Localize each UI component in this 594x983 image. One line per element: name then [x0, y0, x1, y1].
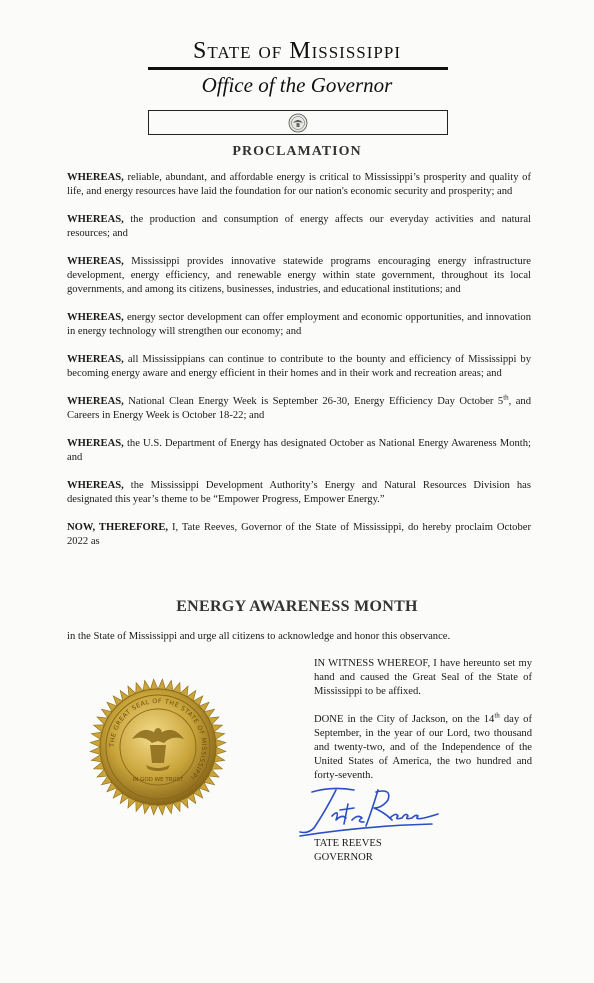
- whereas-paragraph: WHEREAS, Mississippi provides innovative statewide programs encouraging energy infrastructure development, energy efficiency, and renewable energy within state government, throughout its local governments, and among its citizens, businesses, industries, and educational institutions; and: [67, 256, 531, 295]
- seal-box: [148, 110, 448, 135]
- governor-title: GOVERNOR: [314, 852, 373, 863]
- seal-ring-text: THE GREAT SEAL OF THE STATE OF MISSISSIPPI: [108, 697, 208, 781]
- done-paragraph: DONE in the City of Jackson, on the 14th day of September, in the year of our Lord, two thousand and twenty-two, and of the Independence of the United States of America, the two hundred and forty-seventh.: [314, 711, 533, 781]
- witness-block: [314, 657, 532, 797]
- great-seal-icon: [88, 677, 228, 817]
- whereas-paragraph: WHEREAS, National Clean Energy Week is September 26-30, Energy Efficiency Day October 5th, and Careers in Energy Week is October 18-22; and: [67, 393, 532, 421]
- seal-motto-text: IN GOD WE TRUST: [132, 777, 184, 783]
- whereas-paragraph: WHEREAS, the Mississippi Development Authority’s Energy and Natural Resources Division has designated this year’s theme to be “Empower Progress, Empower Energy.”: [67, 480, 531, 505]
- whereas-paragraph: WHEREAS, the U.S. Department of Energy has designated October as National Energy Awareness Month; and: [67, 438, 531, 463]
- governor-name: TATE REEVES: [314, 838, 382, 849]
- office-title: Office of the Governor: [201, 73, 393, 97]
- header-rule: [148, 67, 448, 70]
- whereas-paragraph: WHEREAS, the production and consumption of energy affects our everyday activities and natural resources; and: [67, 214, 531, 239]
- closing-line: in the State of Mississippi and urge all citizens to acknowledge and honor this observance.: [67, 631, 451, 642]
- witness-paragraph: IN WITNESS WHEREOF, I have hereunto set my hand and caused the Great Seal of the State of Mississippi to be affixed.: [314, 658, 532, 697]
- state-seal-icon: [288, 113, 308, 133]
- proclaimed-title: ENERGY AWARENESS MONTH: [176, 598, 418, 615]
- governor-signature: [292, 780, 442, 840]
- whereas-paragraph: WHEREAS, energy sector development can offer employment and economic opportunities, and innovation in energy technology will strengthen our economy; and: [67, 312, 531, 337]
- proclamation-heading: PROCLAMATION: [232, 144, 362, 159]
- whereas-paragraph: WHEREAS, reliable, abundant, and affordable energy is critical to Mississippi’s prosperity and quality of life, and energy resources have laid the foundation for our nation's economic security and prosperity; and: [67, 172, 531, 197]
- now-therefore-paragraph: NOW, THEREFORE, I, Tate Reeves, Governor of the State of Mississippi, do hereby proclaim October 2022 as: [67, 522, 531, 547]
- whereas-paragraph: WHEREAS, all Mississippians can continue to contribute to the bounty and efficiency of Mississippi by becoming energy aware and energy efficient in their homes and in their work and recreation areas; and: [67, 354, 531, 379]
- state-title: State of Mississippi: [193, 38, 401, 64]
- signature-block: [314, 837, 382, 865]
- whereas-body: [67, 171, 531, 563]
